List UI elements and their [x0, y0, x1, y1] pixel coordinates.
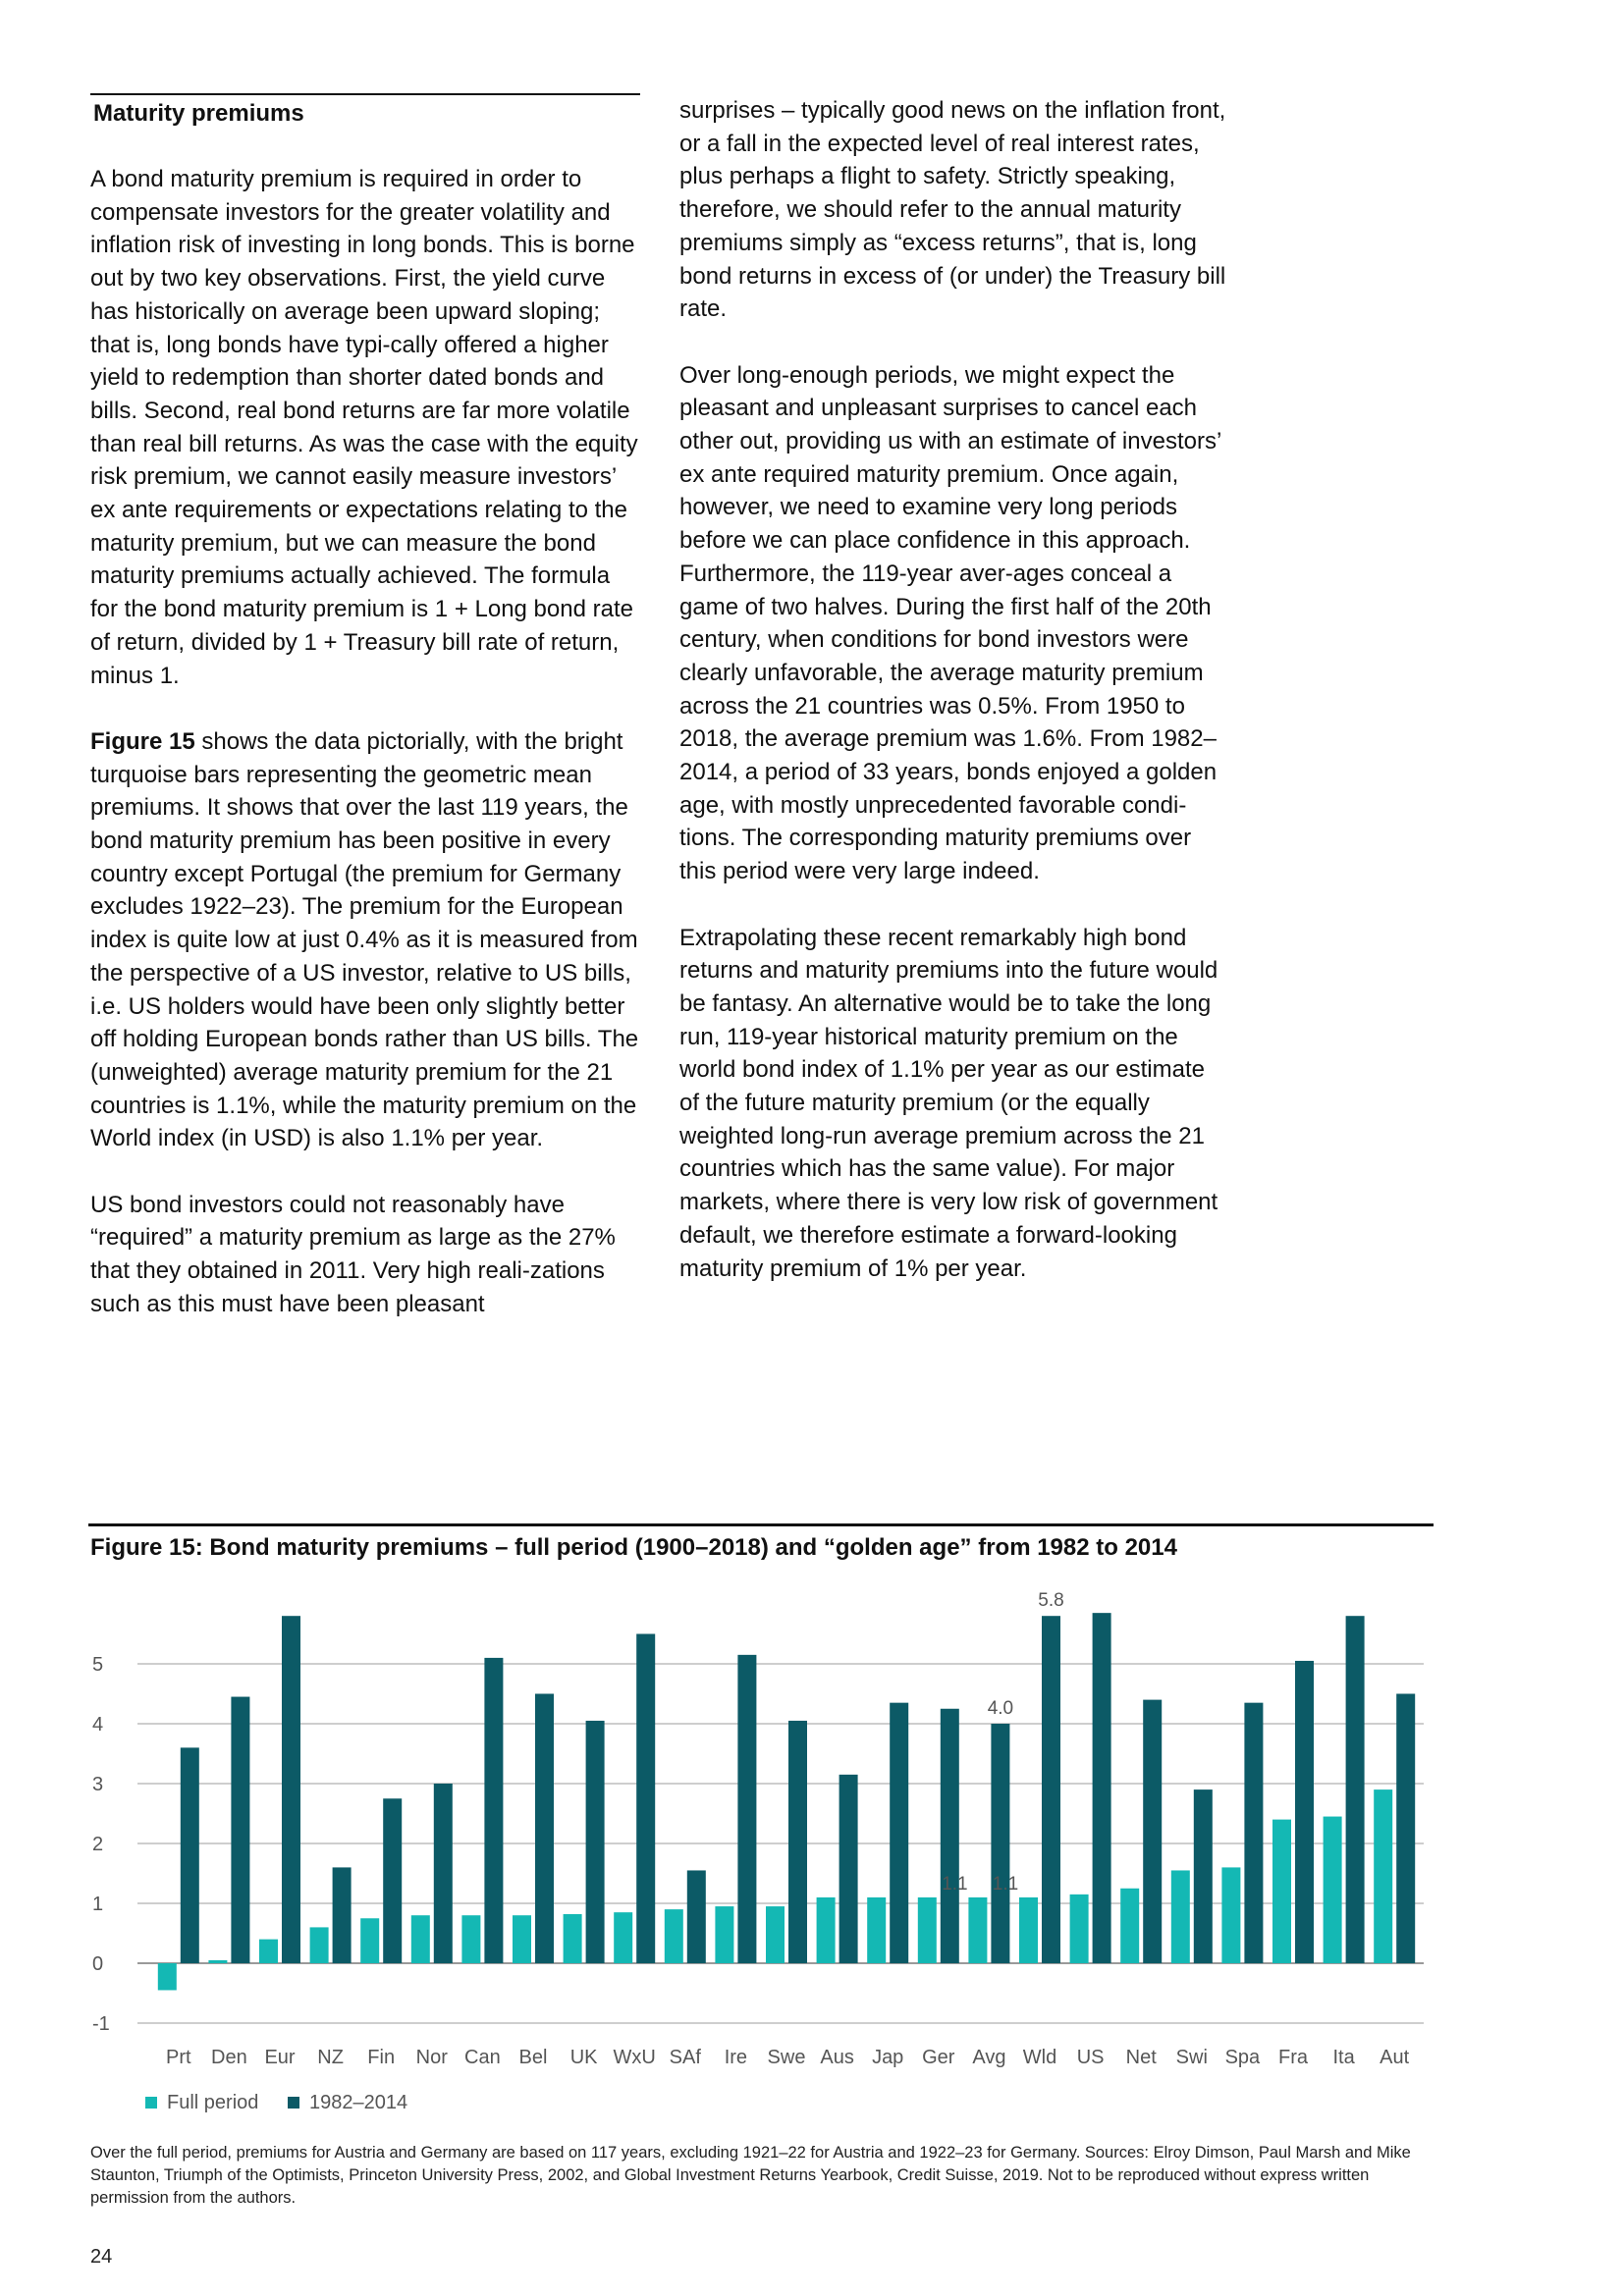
x-tick-label: Bel	[518, 2047, 548, 2068]
x-tick-label: Avg	[972, 2047, 1006, 2068]
bar-full-period	[1272, 1820, 1291, 1963]
x-tick-label: Aut	[1380, 2047, 1410, 2068]
bar-full-period	[766, 1906, 785, 1963]
bar-full-period	[1070, 1895, 1089, 1963]
bar-1982-2014	[1295, 1661, 1314, 1963]
bar-chart	[79, 1571, 1453, 2120]
x-tick-label: Nor	[415, 2047, 448, 2068]
right-paragraph-3: Extrapolating these recent remarkably high bond returns and maturity premiums into the future would be fantasy. An alternative would be to take the long run, 119-year historical maturity premium on the world bond index of 1.1% per year as our estimate of the future maturity premium (or the equally weighted long-run average premium across the 21 countries which has the same value). For major markets, where there is very low risk of government default, we therefore estimate a forward-looking maturity premium of 1% per year.	[679, 924, 1218, 1282]
bar-full-period	[564, 1914, 582, 1963]
bar-1982-2014	[434, 1784, 453, 1963]
data-label: 1.1	[992, 1873, 1019, 1895]
figure-rule	[88, 1523, 1434, 1526]
x-tick-label: Jap	[872, 2047, 904, 2068]
x-tick-label: US	[1076, 2047, 1105, 2068]
bar-full-period	[461, 1915, 480, 1963]
right-paragraph-1: surprises – typically good news on the inflation front, or a fall in the expected level of real interest rates, plus perhaps a flight to safety. Strictly speaking, therefore, we should refer to the annual maturity premiums simply as “excess returns”, that is, long bond returns in excess of (or under) the Treasury bill rate.	[679, 97, 1226, 323]
bar-1982-2014	[890, 1703, 908, 1963]
bar-1982-2014	[636, 1634, 655, 1964]
bar-1982-2014	[333, 1867, 352, 1963]
y-tick-label: 3	[92, 1774, 104, 1795]
x-tick-label: Ger	[922, 2047, 955, 2068]
bar-full-period	[360, 1918, 379, 1963]
bar-full-period	[513, 1915, 531, 1963]
bar-full-period	[1120, 1889, 1139, 1963]
x-tick-label: Swe	[767, 2047, 806, 2068]
x-tick-label: Can	[464, 2047, 501, 2068]
bar-1982-2014	[687, 1870, 706, 1963]
bar-1982-2014	[1396, 1694, 1415, 1964]
section-heading: Maturity premiums	[93, 100, 304, 127]
bar-full-period	[665, 1909, 683, 1963]
bar-1982-2014	[1346, 1616, 1365, 1963]
bar-1982-2014	[1143, 1700, 1162, 1963]
bar-full-period	[817, 1897, 836, 1963]
bar-full-period	[1019, 1897, 1038, 1963]
bar-1982-2014	[383, 1798, 402, 1963]
bar-full-period	[1324, 1817, 1342, 1963]
data-label: 4.0	[987, 1698, 1014, 1719]
data-label: 5.8	[1038, 1590, 1064, 1612]
x-tick-label: Den	[211, 2047, 247, 2068]
bar-1982-2014	[1194, 1789, 1213, 1963]
x-tick-label: UK	[569, 2047, 598, 2068]
page-number: 24	[90, 2246, 113, 2268]
x-tick-label: Spa	[1224, 2047, 1261, 2068]
legend-swatch	[145, 2097, 157, 2109]
bar-1982-2014	[839, 1775, 858, 1963]
bar-full-period	[867, 1897, 886, 1963]
bar-full-period	[259, 1940, 278, 1963]
x-tick-label: Swi	[1175, 2047, 1208, 2068]
legend-swatch	[288, 2097, 299, 2109]
y-tick-label: 1	[92, 1894, 104, 1915]
bar-full-period	[411, 1915, 430, 1963]
figure-reference: Figure 15	[90, 727, 195, 755]
bar-full-period	[158, 1963, 177, 1990]
legend-label: Full period	[167, 2092, 259, 2113]
bar-1982-2014	[1042, 1616, 1060, 1963]
bar-1982-2014	[282, 1616, 300, 1963]
bar-1982-2014	[788, 1721, 807, 1963]
bar-1982-2014	[535, 1694, 554, 1964]
bar-full-period	[968, 1897, 987, 1963]
bar-1982-2014	[1244, 1703, 1263, 1963]
bar-full-period	[918, 1897, 937, 1963]
y-tick-label: 0	[92, 1953, 104, 1975]
right-paragraph-2: Over long-enough periods, we might expect the pleasant and unpleasant surprises to cancel each other out, providing us with an estimate of investors’ ex ante required maturity premium. Once again, however, we need to examine very long periods before we can place confidence in this approach. Furthermore, the 119-year aver-ages conceal a game of two halves. During the first half of the 20th century, when conditions for bond investors were clearly unfavorable, the average maturity premium across the 21 countries was 0.5%. From 1950 to 2018, the average premium was 1.6%. From 1982–2014, a period of 33 years, bonds enjoyed a golden age, with mostly unprecedented favorable condi-tions. The corresponding maturity premiums over this period were very large indeed.	[679, 361, 1221, 885]
x-tick-label: Aus	[820, 2047, 854, 2068]
bar-full-period	[208, 1960, 227, 1963]
figure-title: Figure 15: Bond maturity premiums – full period (1900–2018) and “golden age” from 1982 to 2014	[90, 1534, 1177, 1561]
bar-full-period	[614, 1912, 632, 1963]
bar-full-period	[1221, 1867, 1240, 1963]
bar-1982-2014	[737, 1655, 756, 1963]
right-column	[679, 94, 1229, 1285]
x-tick-label: Ire	[724, 2047, 748, 2068]
bar-1982-2014	[991, 1724, 1009, 1963]
left-column	[90, 163, 640, 1321]
x-tick-label: Prt	[166, 2047, 191, 2068]
x-tick-label: NZ	[317, 2047, 344, 2068]
x-tick-label: SAf	[669, 2047, 701, 2068]
left-paragraph-3: US bond investors could not reasonably have “required” a maturity premium as large as the 27% that they obtained in 2011. Very high reali-zations such as this must have been pleasant	[90, 1191, 616, 1317]
y-tick-label: -1	[92, 2013, 110, 2035]
legend-label: 1982–2014	[309, 2092, 408, 2113]
bar-1982-2014	[1093, 1613, 1111, 1963]
y-tick-label: 2	[92, 1834, 104, 1855]
x-tick-label: Fra	[1278, 2047, 1308, 2068]
data-label: 1.1	[942, 1873, 968, 1895]
x-tick-label: Wld	[1022, 2047, 1057, 2068]
x-tick-label: Net	[1125, 2047, 1157, 2068]
footnote: Over the full period, premiums for Austria and Germany are based on 117 years, excluding 1921–22 for Austria and 1922–23 for Germany. Sources: Elroy Dimson, Paul Marsh and Mike Staunton, Triumph of the Optimists, Princeton University Press, 2002, and Global Investment Returns Yearbook, Credit Suisse, 2019. Not to be reproduced without express written permission from the authors.	[90, 2144, 1411, 2207]
bar-1982-2014	[231, 1697, 249, 1963]
x-tick-label: Fin	[367, 2047, 396, 2068]
left-paragraph-2-text: shows the data pictorially, with the bright turquoise bars representing the geometric mean premiums. It shows that over the last 119 years, the bond maturity premium has been positive in every country except Portugal (the premium for Germany excludes 1922–23). The premium for the European index is quite low at just 0.4% as it is measured from the perspective of a US investor, relative to US bills, i.e. US holders would have been only slightly better off holding European bonds rather than US bills. The (unweighted) average maturity premium for the 21 countries is 1.1%, while the maturity premium on the World index (in USD) is also 1.1% per year.	[90, 727, 639, 1152]
bar-full-period	[715, 1906, 733, 1963]
x-tick-label: WxU	[613, 2047, 656, 2068]
x-tick-label: Ita	[1332, 2047, 1355, 2068]
left-paragraph-2	[90, 725, 640, 1155]
left-paragraph-1: A bond maturity premium is required in order to compensate investors for the greater volatility and inflation risk of investing in long bonds. This is borne out by two key observations. First, the yield curve has historically on average been upward sloping; that is, long bonds have typi-cally offered a higher yield to redemption than shorter dated bonds and bills. Second, real bond returns are far more volatile than real bill returns. As was the case with the equity risk premium, we cannot easily measure investors’ ex ante requirements or expectations relating to the maturity premium, but we can measure the bond maturity premiums actually achieved. The formula for the bond maturity premium is 1 + Long bond rate of return, divided by 1 + Treasury bill rate of return, minus 1.	[90, 166, 638, 689]
bar-1982-2014	[586, 1721, 605, 1963]
bar-1982-2014	[181, 1747, 199, 1963]
x-tick-label: Eur	[264, 2047, 296, 2068]
bar-full-period	[1171, 1870, 1190, 1963]
bar-full-period	[310, 1927, 329, 1963]
bar-1982-2014	[484, 1658, 503, 1963]
section-rule	[90, 93, 640, 95]
bar-1982-2014	[941, 1709, 959, 1963]
y-tick-label: 5	[92, 1654, 104, 1676]
bar-full-period	[1374, 1789, 1392, 1963]
y-tick-label: 4	[92, 1714, 104, 1735]
